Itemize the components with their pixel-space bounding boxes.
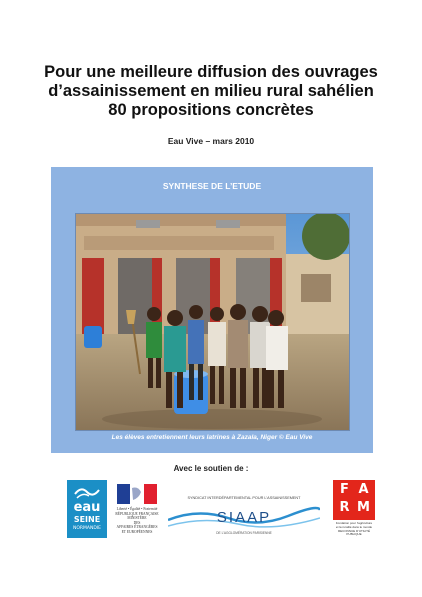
rf-ministry-1: MINISTÈRE	[127, 516, 147, 521]
farm-letter-f: F	[340, 482, 349, 497]
farm-sub-3: RECONNUE D’UTILITÉ PUBLIQUE	[337, 528, 370, 537]
siaap-top-text: SYNDICAT INTERDÉPARTEMENTAL POUR L’ASSAINISSEMENT	[187, 496, 301, 500]
siaap-logo	[168, 494, 320, 538]
rf-ministry-3: AFFAIRES ÉTRANGÈRES	[116, 525, 158, 530]
school-latrines-photo	[76, 214, 349, 430]
band-title: SYNTHESE DE L’ETUDE	[162, 181, 262, 191]
title-line-3: 80 propositions concrètes	[108, 101, 314, 119]
republique-francaise-logo	[111, 480, 163, 540]
eau-seine-line-2: SEINE	[73, 515, 101, 524]
farm-logo	[331, 480, 377, 540]
support-label: Avec le soutien de :	[173, 464, 249, 473]
marianne-flag-icon	[117, 484, 157, 504]
farm-subtitle	[331, 522, 377, 537]
eau-seine-line-3: NORMANDIE	[73, 526, 101, 531]
republique-text	[111, 507, 163, 535]
document-subtitle: Eau Vive – mars 2010	[167, 136, 255, 146]
farm-letter-r: R	[339, 500, 350, 515]
wave-icon	[67, 482, 107, 502]
farm-sub-2: et la ruralité dans le monde	[335, 524, 373, 529]
rf-name: RÉPUBLIQUE FRANÇAISE	[115, 511, 159, 516]
document-title	[20, 63, 402, 120]
rf-motto: Liberté • Égalité • Fraternité	[116, 507, 158, 511]
farm-box	[333, 480, 375, 520]
farm-letter-a: A	[358, 482, 369, 497]
siaap-wave-icon	[168, 502, 320, 532]
eau-seine-line-1: eau	[73, 500, 101, 515]
rf-ministry-2: DES	[133, 520, 141, 525]
siaap-bottom-text: DE L’AGGLOMÉRATION PARISIENNE	[216, 531, 272, 535]
cover-photo	[75, 213, 350, 431]
title-line-1: Pour une meilleure diffusion des ouvrages	[44, 63, 378, 81]
rf-ministry-4: ET EUROPÉENNES	[121, 529, 153, 534]
photo-caption: Les élèves entretiennent leurs latrines à Zazala, Niger © Eau Vive	[111, 434, 313, 441]
eau-seine-normandie-logo	[67, 480, 107, 538]
farm-letter-m: M	[357, 500, 370, 515]
title-line-2: d’assainissement en milieu rural sahélien	[48, 82, 374, 100]
farm-sub-1: Fondation pour l’agriculture	[335, 521, 373, 525]
siaap-name: SIAAP	[216, 509, 272, 526]
